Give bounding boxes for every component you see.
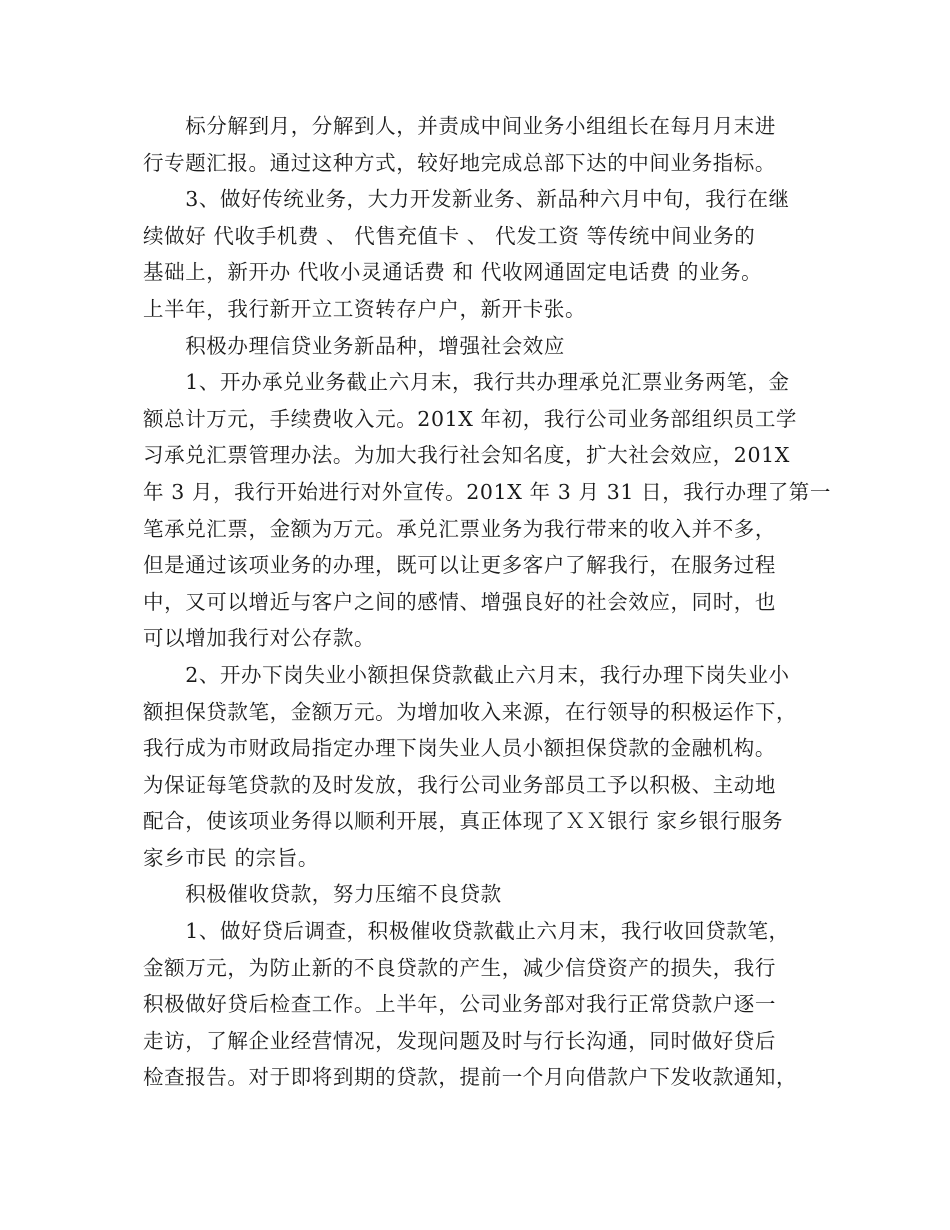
text-line: 3、做好传统业务，大力开发新业务、新品种六月中旬，我行在继 [143, 187, 790, 212]
text-line: 行专题汇报。通过这种方式，较好地完成总部下达的中间业务指标。 [143, 150, 776, 175]
text-line: 习承兑汇票管理办法。为加大我行社会知名度，扩大社会效应，201X [143, 443, 790, 468]
text-line: 1、开办承兑业务截止六月末，我行共办理承兑汇票业务两笔，金 [143, 370, 790, 395]
text-line: 我行成为市财政局指定办理下岗失业人员小额担保贷款的金融机构。 [143, 736, 776, 761]
text-line: 但是通过该项业务的办理，既可以让更多客户了解我行，在服务过程 [143, 553, 776, 578]
text-line: 家乡市民 的宗旨。 [143, 845, 319, 870]
section-heading: 积极办理信贷业务新品种，增强社会效应 [143, 333, 565, 358]
text-line: 额担保贷款笔，金额万元。为增加收入来源，在行领导的积极运作下， [143, 699, 798, 724]
text-line: 检查报告。对于即将到期的贷款，提前一个月向借款户下发收款通知， [143, 1065, 798, 1090]
text-line: 基础上，新开办 代收小灵通话费 和 代收网通固定电话费 的业务。 [143, 260, 763, 285]
text-line: 积极做好贷后检查工作。上半年，公司业务部对我行正常贷款户逐一 [143, 992, 776, 1017]
text-line: 额总计万元，手续费收入元。201X 年初，我行公司业务部组织员工学 [143, 406, 798, 431]
text-line: 可以增加我行对公存款。 [143, 626, 376, 651]
text-line: 笔承兑汇票，金额为万元。承兑汇票业务为我行带来的收入并不多， [143, 516, 776, 541]
text-line: 配合，使该项业务得以顺利开展，真正体现了ＸＸ银行 家乡银行服务 [143, 809, 784, 834]
section-heading: 积极催收贷款，努力压缩不良贷款 [143, 882, 502, 907]
text-line: 上半年，我行新开立工资转存户户，新开卡张。 [143, 296, 587, 321]
text-line: 中，又可以增近与客户之间的感情、增强良好的社会效应，同时，也 [143, 589, 776, 614]
text-line: 标分解到月，分解到人，并责成中间业务小组组长在每月月末进 [143, 114, 776, 138]
document-body [143, 108, 832, 1096]
text-line: 1、做好贷后调查，积极催收贷款截止六月末，我行收回贷款笔， [143, 919, 790, 944]
text-line: 为保证每笔贷款的及时发放，我行公司业务部员工予以积极、主动地 [143, 772, 776, 797]
text-line: 续做好 代收手机费 、 代售充值卡 、 代发工资 等传统中间业务的 [143, 223, 756, 248]
text-line: 2、开办下岗失业小额担保贷款截止六月末，我行办理下岗失业小 [143, 662, 790, 687]
text-line: 金额万元，为防止新的不良贷款的产生，减少信贷资产的损失，我行 [143, 955, 776, 980]
text-line: 走访，了解企业经营情况，发现问题及时与行长沟通，同时做好贷后 [143, 1028, 776, 1053]
text-line: 年 3 月，我行开始进行对外宣传。201X 年 3 月 31 日，我行办理了第一 [143, 479, 832, 504]
